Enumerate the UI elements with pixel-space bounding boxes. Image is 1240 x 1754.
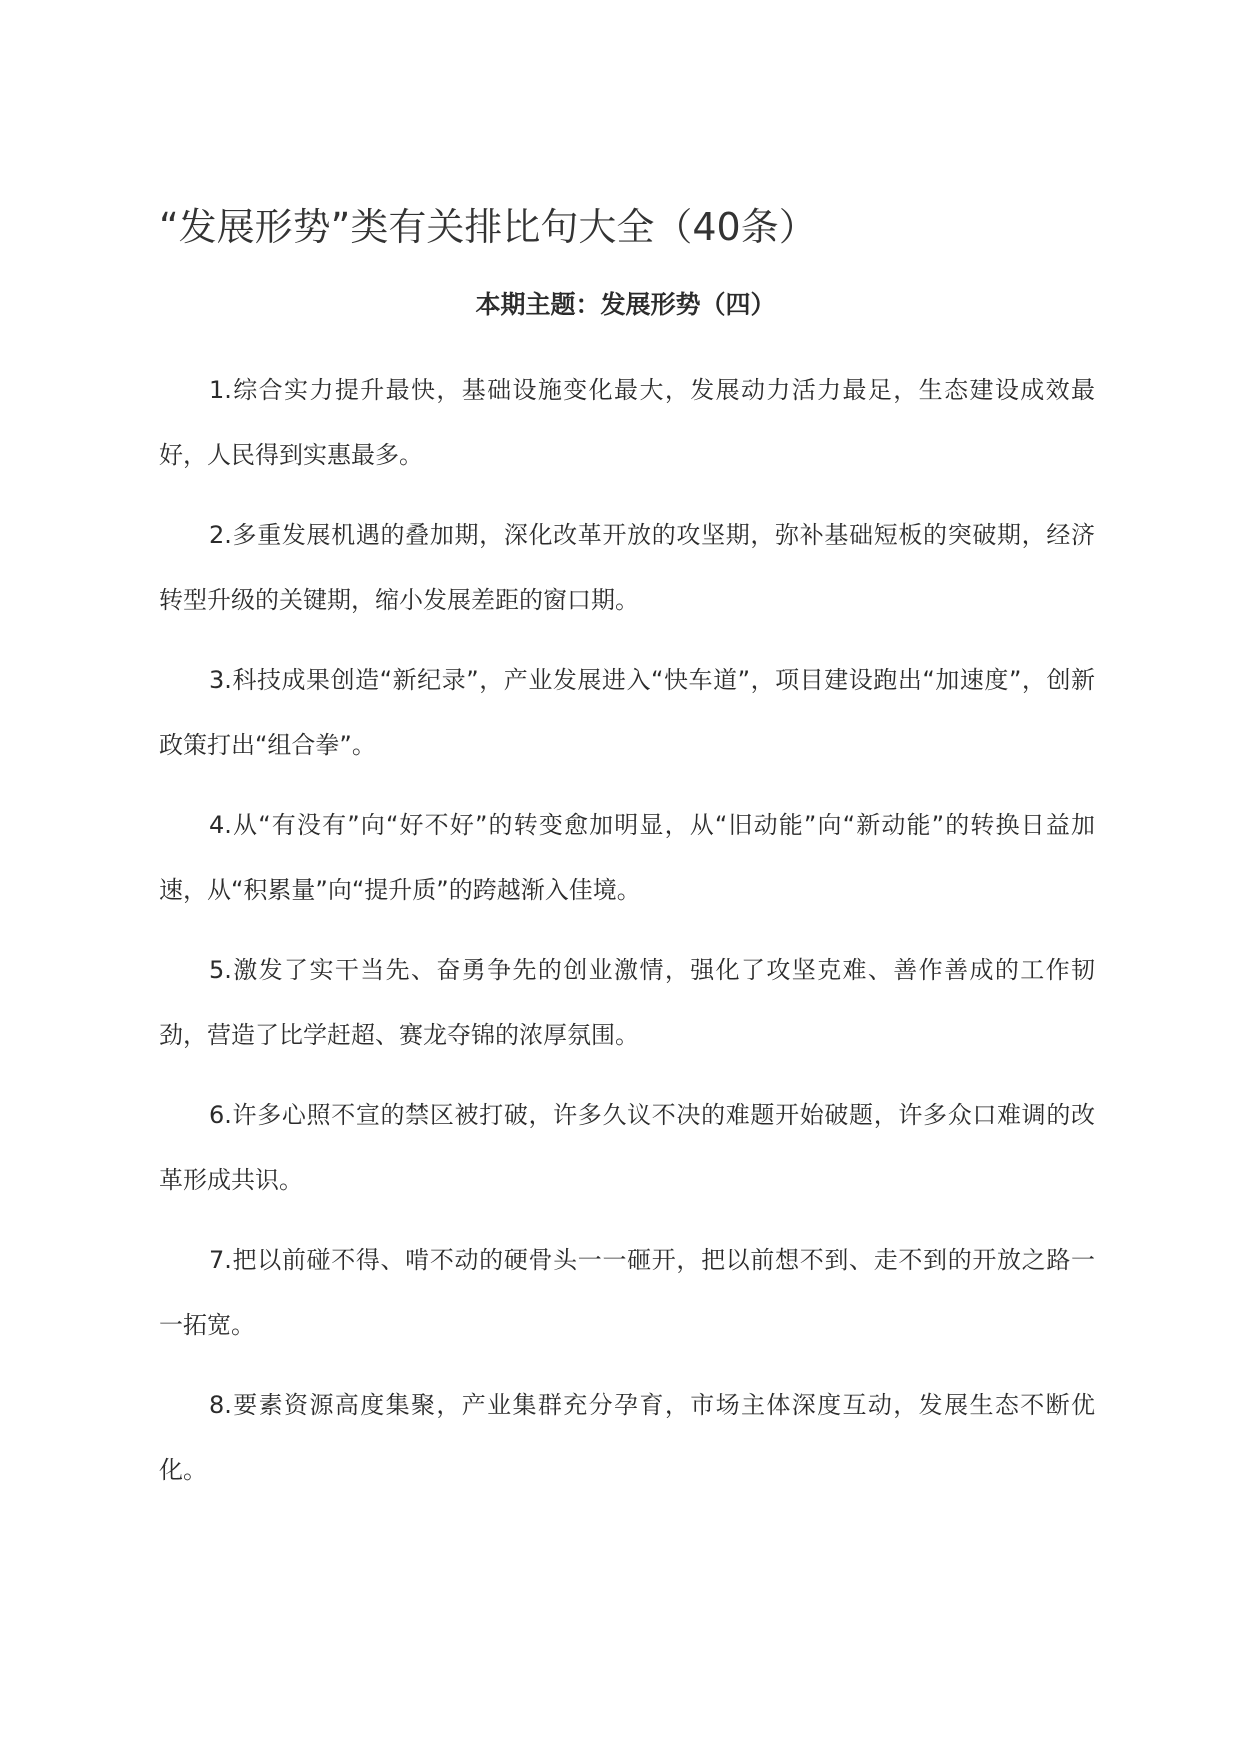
list-item: 3.科技成果创造“新纪录”，产业发展进入“快车道”，项目建设跑出“加速度”，创新政策打出“组合拳”。 — [159, 666, 1095, 759]
list-item: 6.许多心照不宣的禁区被打破，许多久议不决的难题开始破题，许多众口难调的改革形成共识。 — [159, 1101, 1095, 1194]
sentence-list — [159, 358, 1095, 1518]
list-item: 2.多重发展机遇的叠加期，深化改革开放的攻坚期，弥补基础短板的突破期，经济转型升级的关键期，缩小发展差距的窗口期。 — [159, 521, 1095, 614]
list-item: 1.综合实力提升最快，基础设施变化最大，发展动力活力最足，生态建设成效最好，人民得到实惠最多。 — [159, 376, 1095, 469]
list-item: 8.要素资源高度集聚，产业集群充分孕育，市场主体深度互动，发展生态不断优化。 — [159, 1391, 1095, 1484]
list-item: 4.从“有没有”向“好不好”的转变愈加明显，从“旧动能”向“新动能”的转换日益加速，从“积累量”向“提升质”的跨越渐入佳境。 — [159, 811, 1095, 904]
document-title: “发展形势”类有关排比句大全（40条） — [159, 205, 817, 249]
list-item: 5.激发了实干当先、奋勇争先的创业激情，强化了攻坚克难、善作善成的工作韧劲，营造了比学赶超、赛龙夺锦的浓厚氛围。 — [159, 956, 1095, 1049]
document-subtitle: 本期主题：发展形势（四） — [475, 290, 776, 319]
list-item: 7.把以前碰不得、啃不动的硬骨头一一砸开，把以前想不到、走不到的开放之路一一拓宽。 — [159, 1246, 1095, 1339]
